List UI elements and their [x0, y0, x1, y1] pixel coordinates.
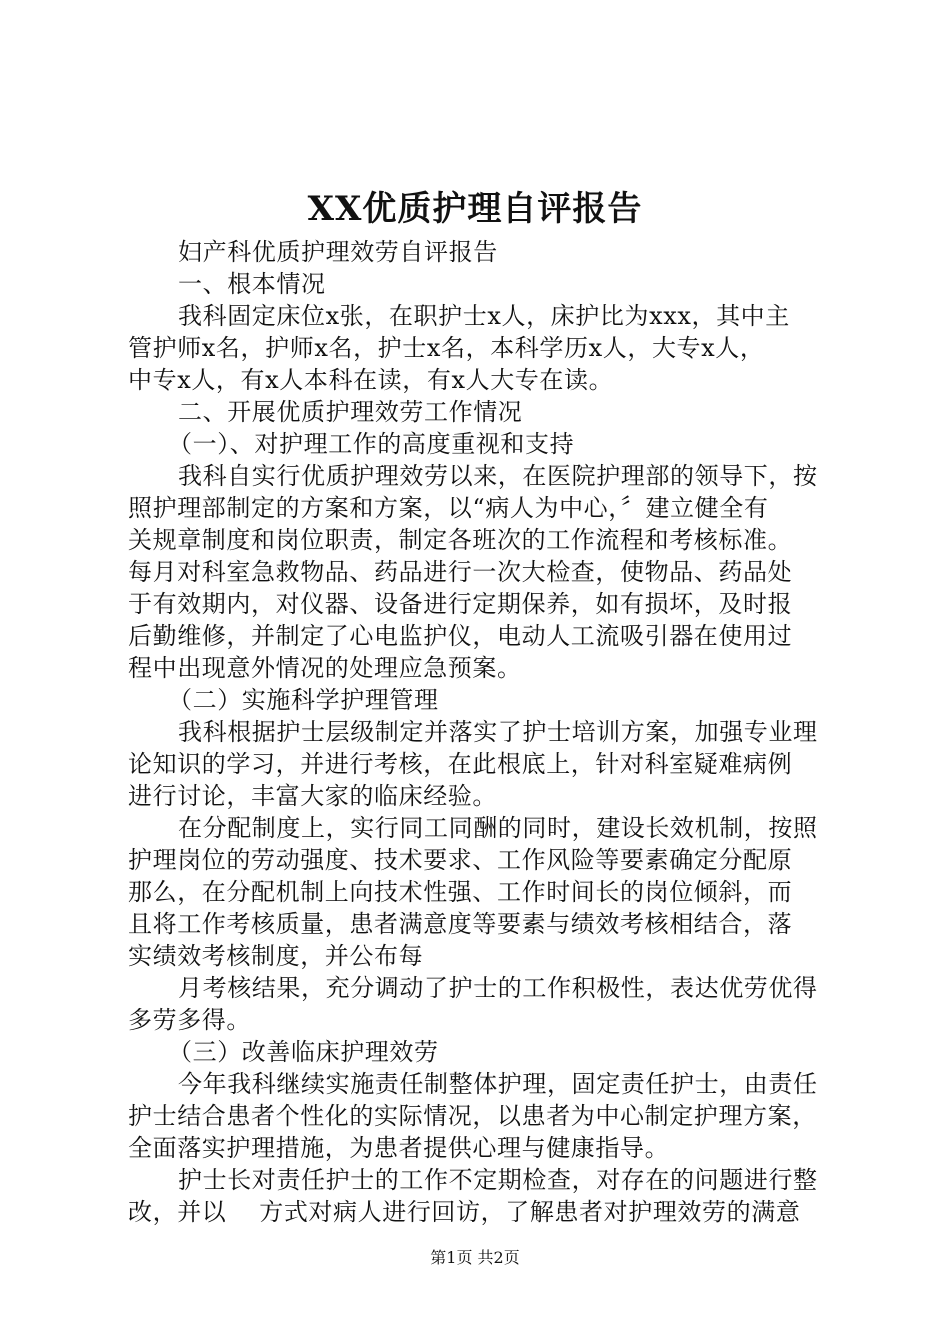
paragraph-line: 关规章制度和岗位职责，制定各班次的工作流程和考核标准。 [128, 526, 793, 554]
section-heading: 一、根本情况 [178, 270, 326, 298]
paragraph-line: 中专x人，有x人本科在读，有x人大专在读。 [128, 366, 614, 394]
paragraph-line: 护士结合患者个性化的实际情况，以患者为中心制定护理方案， [128, 1102, 817, 1130]
paragraph-line: 我科根据护士层级制定并落实了护士培训方案，加强专业理 [178, 718, 818, 746]
paragraph-line: 进行讨论，丰富大家的临床经验。 [128, 782, 497, 810]
paragraph-line: 程中出现意外情况的处理应急预案。 [128, 654, 522, 682]
paragraph-line: 全面落实护理措施，为患者提供心理与健康指导。 [128, 1134, 670, 1162]
subsection-heading: （三）改善临床护理效劳 [168, 1038, 439, 1066]
subtitle-line: 妇产科优质护理效劳自评报告 [178, 238, 498, 266]
paragraph-line: 多劳多得。 [128, 1006, 251, 1034]
paragraph-line: 且将工作考核质量，患者满意度等要素与绩效考核相结合，落 [128, 910, 793, 938]
subsection-heading: （一）、对护理工作的高度重视和支持 [168, 430, 575, 458]
paragraph-line: 改，并以 方式对病人进行回访，了解患者对护理效劳的满意 [128, 1198, 801, 1226]
paragraph-line: 月考核结果，充分调动了护士的工作积极性，表达优劳优得 [178, 974, 818, 1002]
document-body [128, 236, 836, 1228]
paragraph-line: 论知识的学习，并进行考核，在此根底上，针对科室疑难病例 [128, 750, 793, 778]
paragraph-line: 后勤维修，并制定了心电监护仪，电动人工流吸引器在使用过 [128, 622, 793, 650]
paragraph-line: 管护师x名，护师x名，护士x名，本科学历x人，大专x人， [128, 334, 765, 362]
document-title: XX优质护理自评报告 [307, 189, 643, 229]
page-footer: 第1页 共2页 [430, 1248, 520, 1267]
paragraph-line: 照护理部制定的方案和方案，以“病人为中心，〞建立健全有 [128, 494, 769, 522]
paragraph-line: 每月对科室急救物品、药品进行一次大检查，使物品、药品处 [128, 558, 793, 586]
paragraph-line: 实绩效考核制度，并公布每 [128, 942, 424, 970]
paragraph-line: 今年我科继续实施责任制整体护理，固定责任护士，由责任 [178, 1070, 818, 1098]
paragraph-line: 于有效期内，对仪器、设备进行定期保养，如有损坏，及时报 [128, 590, 793, 618]
paragraph-line: 我科自实行优质护理效劳以来，在医院护理部的领导下，按 [178, 462, 818, 490]
paragraph-line: 我科固定床位x张，在职护士x人，床护比为xxx，其中主 [178, 302, 790, 330]
paragraph-line: 护士长对责任护士的工作不定期检查，对存在的问题进行整 [178, 1166, 818, 1194]
paragraph-line: 在分配制度上，实行同工同酬的同时，建设长效机制，按照 [178, 814, 818, 842]
paragraph-line: 那么，在分配机制上向技术性强、工作时间长的岗位倾斜，而 [128, 878, 793, 906]
section-heading: 二、开展优质护理效劳工作情况 [178, 398, 523, 426]
paragraph-line: 护理岗位的劳动强度、技术要求、工作风险等要素确定分配原 [128, 846, 793, 874]
subsection-heading: （二）实施科学护理管理 [168, 686, 439, 714]
